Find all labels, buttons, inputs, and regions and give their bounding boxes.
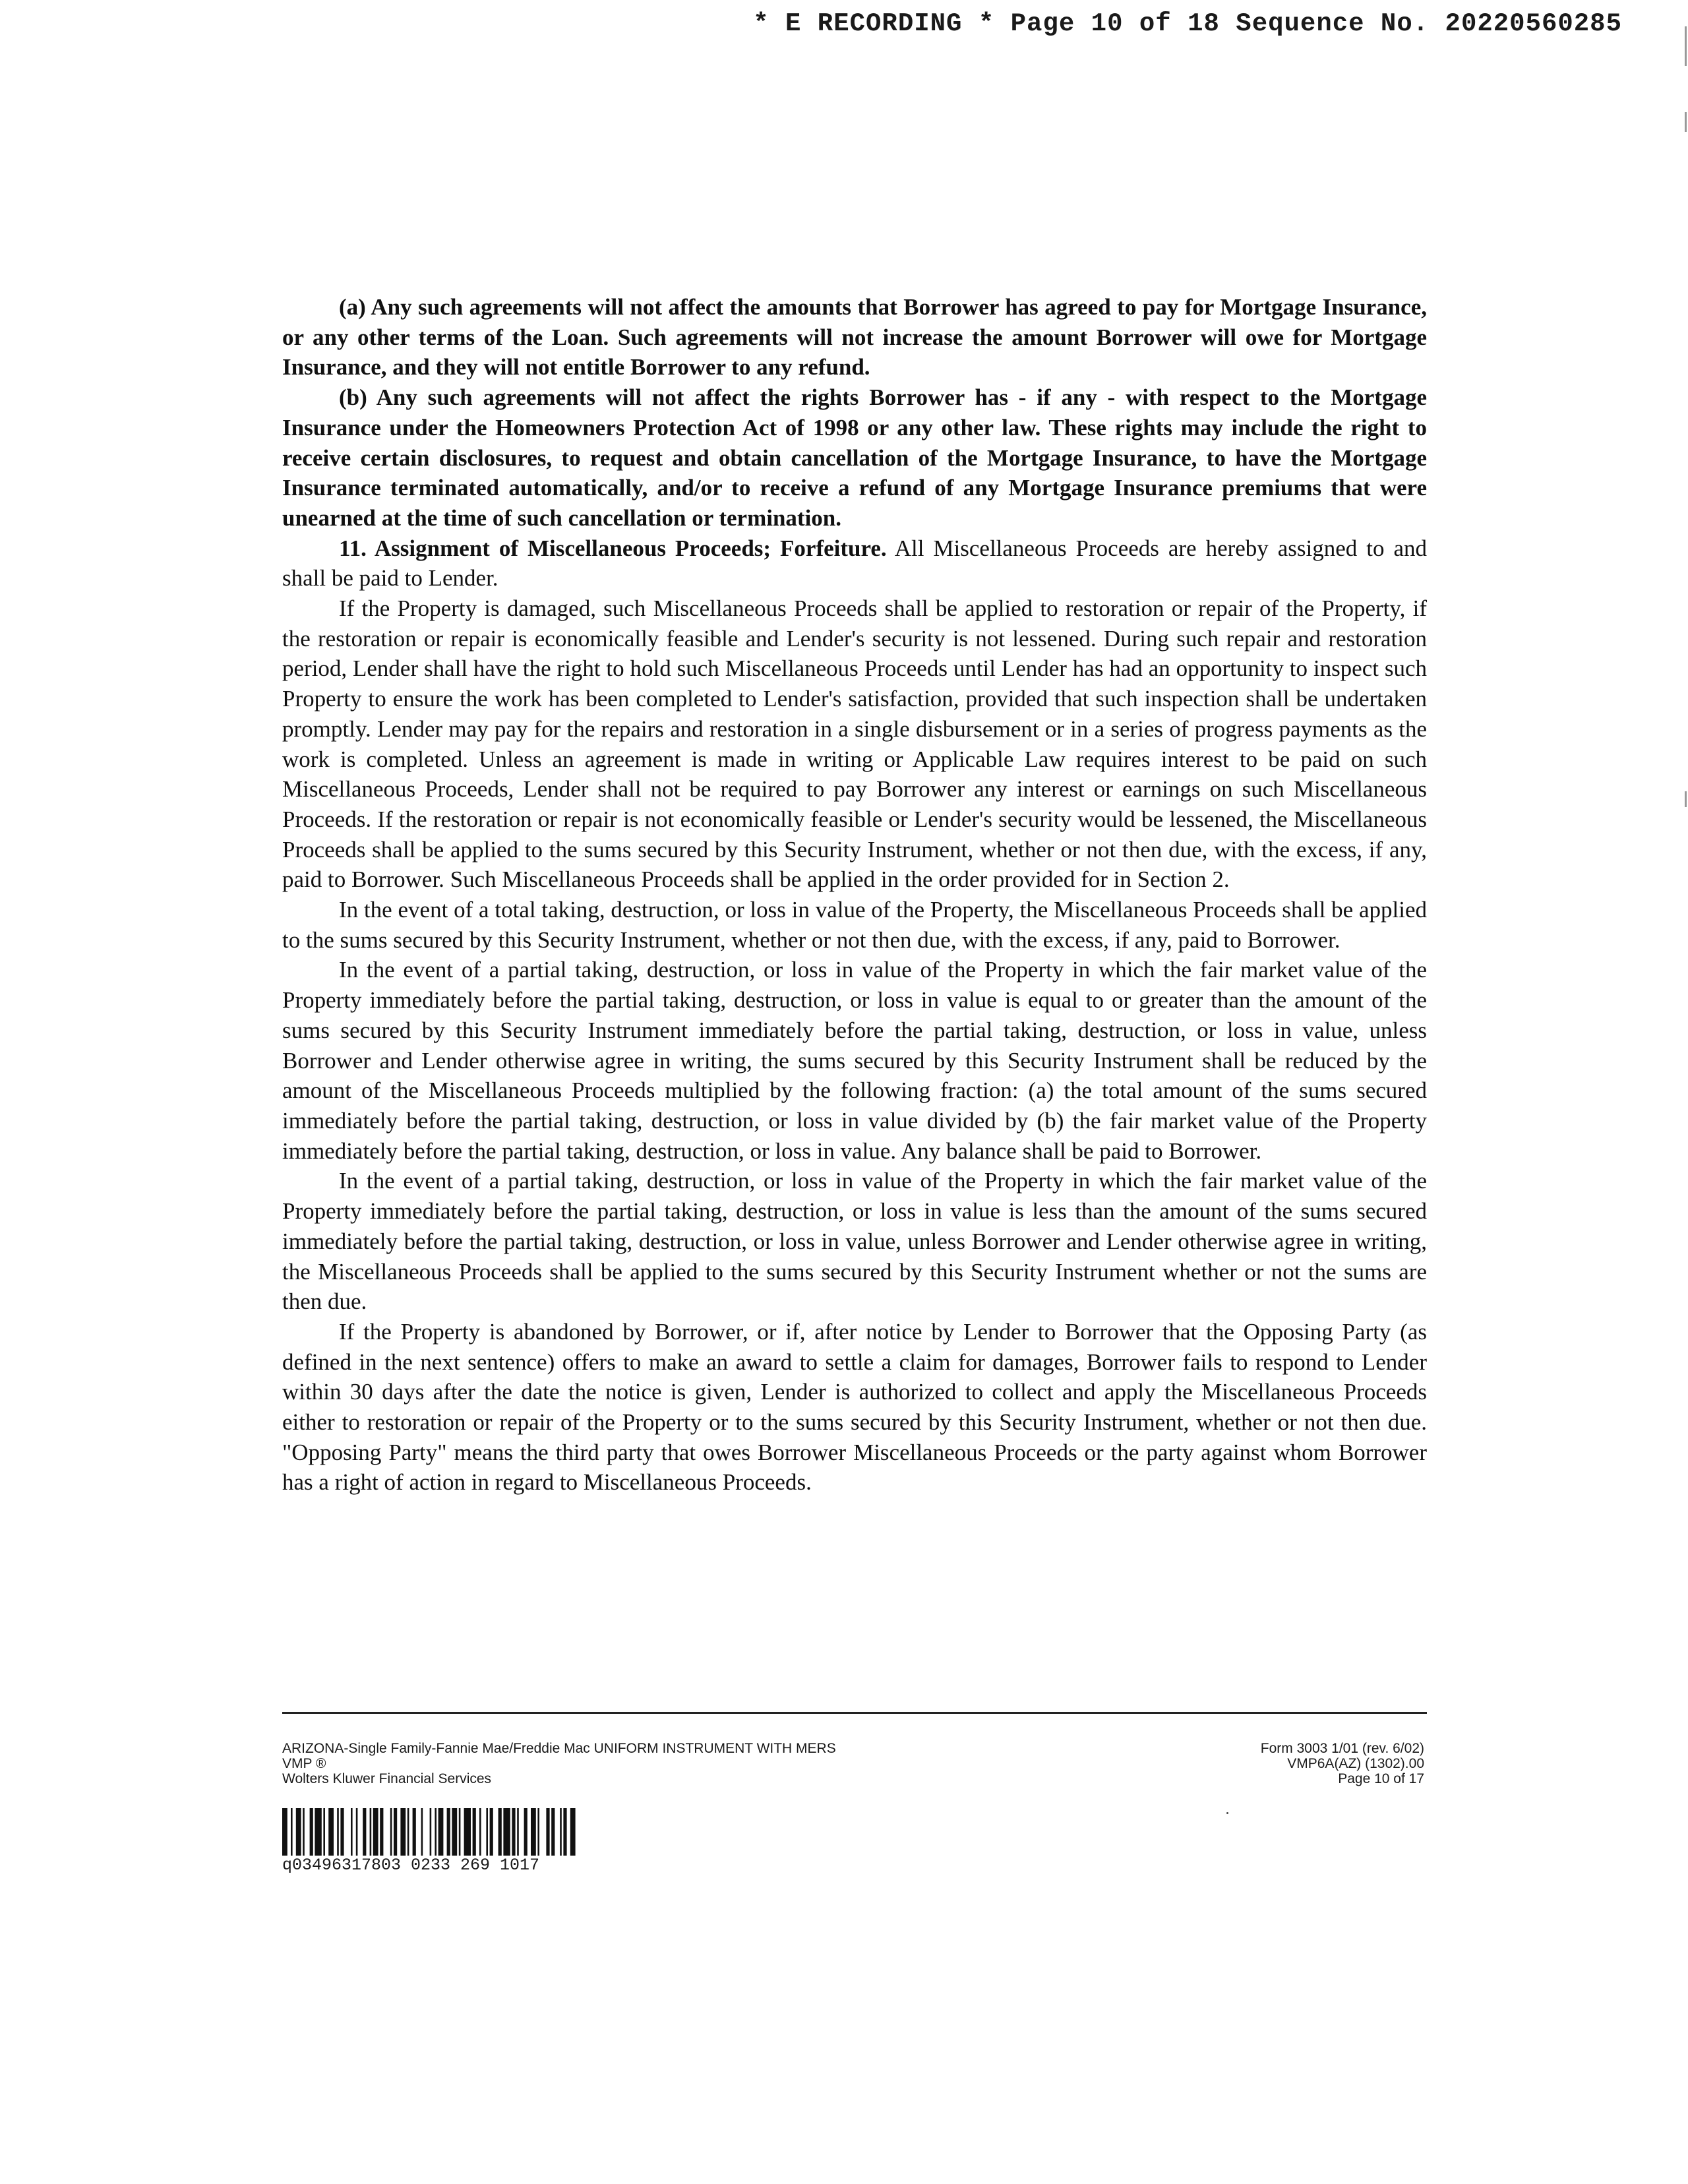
paragraph-lead: (b) Any such agreements will not affect the rights Borrower has - if any - with respect to the Mortgage Insurance under the Homeowners Protection Act of 1998 or any other law. These rights may include the right to receive certain disclosures, to request and obtain cancellation of the Mortgage Insurance, to have the Mortgage Insurance terminated automatically, and/or to receive a refund of any Mortgage Insurance premiums that were unearned at the time of such cancellation or termination. bbox=[282, 384, 1427, 531]
recording-header: * E RECORDING * Page 10 of 18 Sequence No. 20220560285 bbox=[753, 9, 1622, 38]
barcode-bar bbox=[407, 1808, 409, 1856]
barcode-bar bbox=[363, 1808, 366, 1856]
paragraph-text: If the Property is abandoned by Borrower, or if, after notice by Lender to Borrower that the Opposing Party (as defined in the next sentence) offers to make an award to settle a claim for damages, Borrower fails to respond to Lender within 30 days after the date the notice is given, Lender is authorized to collect and apply the Miscellaneous Proceeds either to restoration or repair of the Property or to the sums secured by this Security Instrument, whether or not then due. "Opposing Party" means the third party that owes Borrower Miscellaneous Proceeds or the party against whom Borrower has a right of action in regard to Miscellaneous Proceeds. bbox=[282, 1318, 1427, 1496]
barcode-bar bbox=[435, 1808, 437, 1856]
barcode-bar bbox=[486, 1808, 488, 1856]
paragraph-lead: (a) Any such agreements will not affect the amounts that Borrower has agreed to pay for Mortgage Insurance, or any other terms of the Loan. Such agreements will not increase the amount Borrower will owe for Mortgage Insurance, and they will not entitle Borrower to any refund. bbox=[282, 294, 1427, 380]
barcode-bar bbox=[351, 1808, 353, 1856]
barcode-bar bbox=[512, 1808, 515, 1856]
scan-speck bbox=[1226, 1812, 1228, 1814]
barcode-bar bbox=[452, 1808, 457, 1856]
barcode-bar bbox=[503, 1808, 510, 1856]
barcode-bar bbox=[337, 1808, 339, 1856]
paragraph-text: In the event of a partial taking, destruction, or loss in value of the Property in which the fair market value of the Property immediately before the partial taking, destruction, or loss in value is less than the amount of the sums secured immediately before the partial taking, destruction, or loss in value, unless Borrower and Lender otherwise agree in writing, the Miscellaneous Proceeds shall be applied to the sums secured by this Security Instrument whether or not the sums are then due. bbox=[282, 1168, 1427, 1315]
paragraph-text: In the event of a partial taking, destruction, or loss in value of the Property in which the fair market value of the Property immediately before the partial taking, destruction, or loss in value is equal to or greater than the amount of the sums secured by this Security Instrument immediately before the partial taking, destruction, or loss in value, unless Borrower and Lender otherwise agree in writing, the sums secured by this Security Instrument shall be reduced by the amount of the Miscellaneous Proceeds multiplied by the following fraction: (a) the total amount of the sums secured immediately before the partial taking, destruction, or loss in value divided by (b) the fair market value of the Property immediately before the partial taking, destruction, or loss in value. Any balance shall be paid to Borrower. bbox=[282, 957, 1427, 1164]
footer-form-id: Form 3003 1/01 (rev. 6/02) bbox=[1260, 1741, 1424, 1756]
paragraph-text: All Miscellaneous Proceeds are hereby assigned to and shall be paid to Lender. bbox=[282, 535, 1427, 592]
footer-form-info bbox=[282, 1741, 836, 1786]
footer-vmp: VMP ® bbox=[282, 1756, 326, 1771]
barcode-number: q03496317803 0233 269 1017 bbox=[282, 1856, 540, 1875]
barcode-bar bbox=[291, 1808, 293, 1856]
section-11-heading-paragraph bbox=[282, 533, 1427, 593]
barcode-bar bbox=[296, 1808, 301, 1856]
paragraph-text: If the Property is damaged, such Miscellaneous Proceeds shall be applied to restoration or repair of the Property, if the restoration or repair is economically feasible and Lender's security is not lessened. During such repair and restoration period, Lender shall have the right to hold such Miscellaneous Proceeds until Lender has had an opportunity to inspect such Property to ensure the work has been completed to Lender's satisfaction, provided that such inspection shall be undertaken promptly. Lender may pay for the repairs and restoration in a single disbursement or in a series of progress payments as the work is completed. Unless an agreement is made in writing or Applicable Law requires interest to be paid on such Miscellaneous Proceeds, Lender shall not be required to pay Borrower any interest or earnings on such Miscellaneous Proceeds. If the restoration or repair is not economically feasible or Lender's security would be lessened, the Miscellaneous Proceeds shall be applied to the sums secured by this Security Instrument, whether or not then due, with the excess, if any, paid to Borrower. Such Miscellaneous Proceeds shall be applied in the order provided for in Section 2. bbox=[282, 595, 1427, 893]
barcode-bar bbox=[524, 1808, 528, 1856]
paragraph-text: In the event of a total taking, destruction, or loss in value of the Property, the Miscellaneous Proceeds shall be applied to the sums secured by this Security Instrument, whether or not then due, with the excess, if any, paid to Borrower. bbox=[282, 897, 1427, 953]
barcode-bar bbox=[323, 1808, 325, 1856]
document-body bbox=[282, 292, 1427, 1498]
barcode-bar bbox=[479, 1808, 481, 1856]
barcode-bar bbox=[282, 1808, 287, 1856]
footer-form-title: ARIZONA-Single Family-Fannie Mae/Freddie Mac UNIFORM INSTRUMENT WITH MERS bbox=[282, 1741, 836, 1756]
barcode-bar bbox=[563, 1808, 566, 1856]
barcode-bar bbox=[570, 1808, 576, 1856]
barcode-bar bbox=[373, 1808, 378, 1856]
barcode-bar bbox=[473, 1808, 476, 1856]
paragraph-b bbox=[282, 382, 1427, 533]
barcode-bar bbox=[340, 1808, 344, 1856]
paragraph-property-damaged bbox=[282, 593, 1427, 895]
footer-form-number bbox=[1261, 1741, 1424, 1786]
barcode-bar bbox=[413, 1808, 416, 1856]
barcode-bar bbox=[315, 1808, 321, 1856]
barcode-bar bbox=[310, 1808, 313, 1856]
paragraph-total-taking bbox=[282, 895, 1427, 955]
scan-edge-mark bbox=[1685, 791, 1687, 807]
footer-divider bbox=[282, 1712, 1427, 1714]
barcode-bar bbox=[551, 1808, 555, 1856]
barcode-bar bbox=[517, 1808, 519, 1856]
scan-edge-mark bbox=[1685, 26, 1687, 66]
barcode-bar bbox=[531, 1808, 536, 1856]
barcode-bar bbox=[400, 1808, 406, 1856]
barcode-bar bbox=[447, 1808, 450, 1856]
paragraph-partial-taking-less bbox=[282, 1166, 1427, 1317]
footer-vmp-code: VMP6A(AZ) (1302).00 bbox=[1287, 1756, 1424, 1771]
footer-publisher: Wolters Kluwer Financial Services bbox=[282, 1771, 492, 1786]
barcode-bar bbox=[537, 1808, 539, 1856]
barcode-bar bbox=[380, 1808, 383, 1856]
barcode-bar bbox=[498, 1808, 502, 1856]
paragraph-partial-taking-greater bbox=[282, 955, 1427, 1166]
section-heading: 11. Assignment of Miscellaneous Proceeds; Forfeiture. bbox=[339, 535, 887, 561]
barcode-bar bbox=[421, 1808, 423, 1856]
paragraph-abandoned bbox=[282, 1317, 1427, 1498]
paragraph-a bbox=[282, 292, 1427, 382]
barcode-bar bbox=[394, 1808, 397, 1856]
barcode-bar bbox=[390, 1808, 392, 1856]
barcode-bar bbox=[546, 1808, 549, 1856]
barcode-bar bbox=[303, 1808, 305, 1856]
footer-page-number: Page 10 of 17 bbox=[1338, 1771, 1424, 1786]
barcode-bar bbox=[560, 1808, 562, 1856]
barcode-bar bbox=[464, 1808, 471, 1856]
barcode-bar bbox=[490, 1808, 493, 1856]
barcode-bar bbox=[459, 1808, 461, 1856]
barcode-image bbox=[282, 1808, 731, 1856]
barcode-bar bbox=[328, 1808, 334, 1856]
barcode-bar bbox=[430, 1808, 432, 1856]
scan-edge-mark bbox=[1685, 112, 1687, 132]
barcode-bar bbox=[370, 1808, 372, 1856]
barcode-bar bbox=[438, 1808, 444, 1856]
barcode-bar bbox=[356, 1808, 358, 1856]
